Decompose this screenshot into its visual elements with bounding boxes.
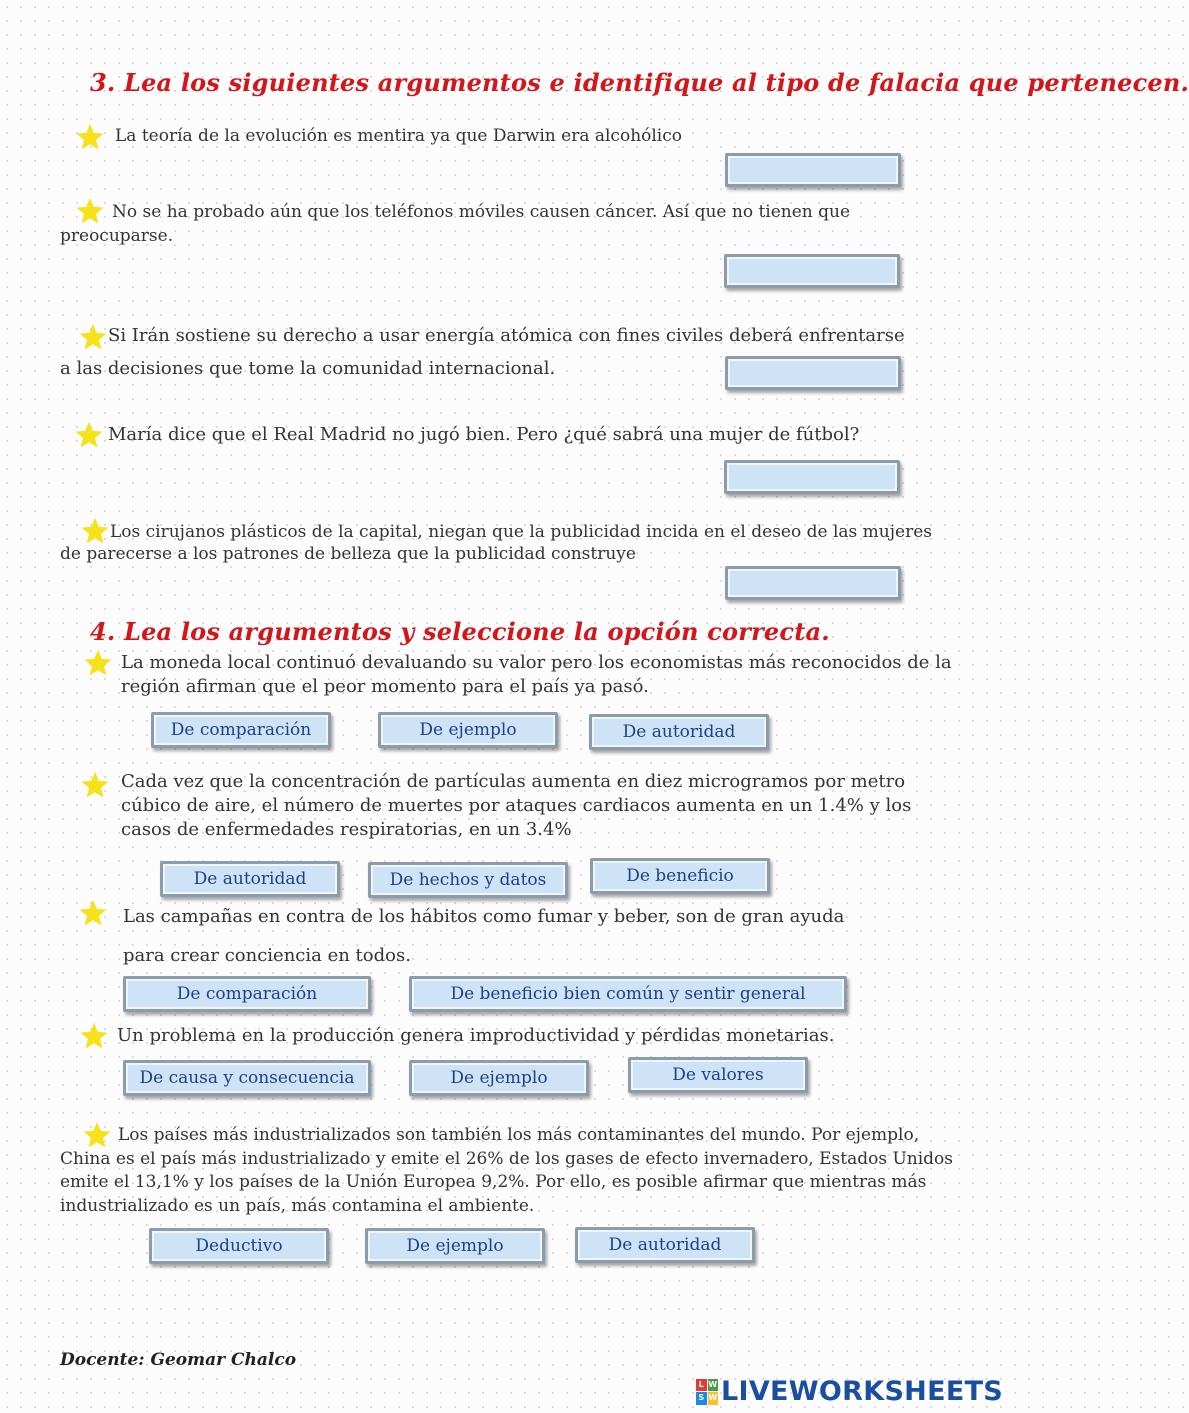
answer-input-3-2[interactable]	[724, 254, 900, 288]
argument-3-1: La teoría de la evolución es mentira ya que Darwin era alcohólico	[115, 126, 683, 146]
argument-3-3-cont: a las decisiones que tome la comunidad internacional.	[60, 358, 556, 379]
star-icon	[78, 898, 108, 928]
option-4-4-a[interactable]: De causa y consecuencia	[123, 1060, 371, 1096]
option-4-5-b[interactable]: De ejemplo	[365, 1228, 545, 1264]
option-4-1-c[interactable]: De autoridad	[589, 714, 769, 750]
option-4-5-c[interactable]: De autoridad	[575, 1227, 755, 1263]
brand-mark-icon: L W S W	[696, 1379, 718, 1405]
argument-3-2: No se ha probado aún que los teléfonos móviles causen cáncer. Así que no tienen que	[112, 202, 851, 222]
option-4-2-b[interactable]: De hechos y datos	[368, 862, 568, 898]
option-4-4-c[interactable]: De valores	[628, 1057, 808, 1093]
brand-name: LIVEWORKSHEETS	[721, 1376, 1004, 1407]
section-4-heading: 4. Lea los argumentos y seleccione la opción correcta.	[90, 617, 830, 646]
argument-3-5-cont: de parecerse a los patrones de belleza que la publicidad construye	[60, 544, 636, 564]
option-4-5-a[interactable]: Deductivo	[149, 1228, 329, 1264]
star-icon	[83, 648, 113, 678]
answer-input-3-3[interactable]	[725, 356, 901, 390]
star-icon	[79, 1021, 109, 1051]
argument-4-3-line-1: Las campañas en contra de los hábitos como fumar y beber, son de gran ayuda	[123, 906, 845, 927]
option-4-1-a[interactable]: De comparación	[151, 712, 331, 748]
argument-4-1-line-2: región afirman que el peor momento para el país ya pasó.	[121, 676, 649, 697]
argument-3-5: Los cirujanos plásticos de la capital, niegan que la publicidad incida en el deseo de las mujeres	[110, 522, 932, 542]
teacher-signature: Docente: Geomar Chalco	[60, 1350, 297, 1370]
answer-input-3-1[interactable]	[725, 153, 901, 187]
argument-4-5-line-3: emite el 13,1% y los países de la Unión Europea 9,2%. Por ello, es posible afirmar que mientras más	[60, 1172, 927, 1192]
option-4-3-a[interactable]: De comparación	[123, 976, 371, 1012]
argument-4-1-line-1: La moneda local continuó devaluando su valor pero los economistas más reconocidos de la	[121, 652, 952, 673]
argument-4-5-line-2: China es el país más industrializado y emite el 26% de los gases de efecto invernadero, Estados Unidos	[60, 1149, 954, 1169]
argument-4-2-line-1: Cada vez que la concentración de partículas aumenta en diez microgramos por metro	[121, 771, 906, 792]
brand-logo[interactable]	[696, 1376, 1003, 1407]
option-4-3-b[interactable]: De beneficio bien común y sentir general	[409, 976, 847, 1012]
star-icon	[74, 420, 104, 450]
star-icon	[82, 1120, 112, 1150]
option-4-4-b[interactable]: De ejemplo	[409, 1060, 589, 1096]
option-4-2-c[interactable]: De beneficio	[590, 858, 770, 894]
argument-3-3: Si Irán sostiene su derecho a usar energía atómica con fines civiles deberá enfrentarse	[108, 325, 905, 346]
option-4-1-b[interactable]: De ejemplo	[378, 712, 558, 748]
section-3-heading: 3. Lea los siguientes argumentos e identifique al tipo de falacia que pertenecen.	[90, 68, 1189, 97]
answer-input-3-5[interactable]	[725, 566, 901, 600]
argument-4-4-line-1: Un problema en la producción genera improductividad y pérdidas monetarias.	[117, 1025, 835, 1046]
star-icon	[78, 322, 108, 352]
answer-input-3-4[interactable]	[724, 460, 900, 494]
argument-4-2-line-2: cúbico de aire, el número de muertes por ataques cardiacos aumenta en un 1.4% y los	[121, 795, 912, 816]
star-icon	[75, 196, 105, 226]
option-4-2-a[interactable]: De autoridad	[160, 861, 340, 897]
star-icon	[75, 122, 105, 152]
argument-4-3-line-2: para crear conciencia en todos.	[123, 945, 411, 966]
argument-4-2-line-3: casos de enfermedades respiratorias, en un 3.4%	[121, 819, 572, 840]
argument-4-5-line-1: Los países más industrializados son también los más contaminantes del mundo. Por ejemplo,	[118, 1125, 920, 1145]
argument-3-2-cont: preocuparse.	[60, 226, 174, 246]
argument-3-4: María dice que el Real Madrid no jugó bien. Pero ¿qué sabrá una mujer de fútbol?	[108, 424, 860, 445]
argument-4-5-line-4: industrializado es un país, más contamina el ambiente.	[60, 1196, 535, 1216]
star-icon	[80, 770, 110, 800]
